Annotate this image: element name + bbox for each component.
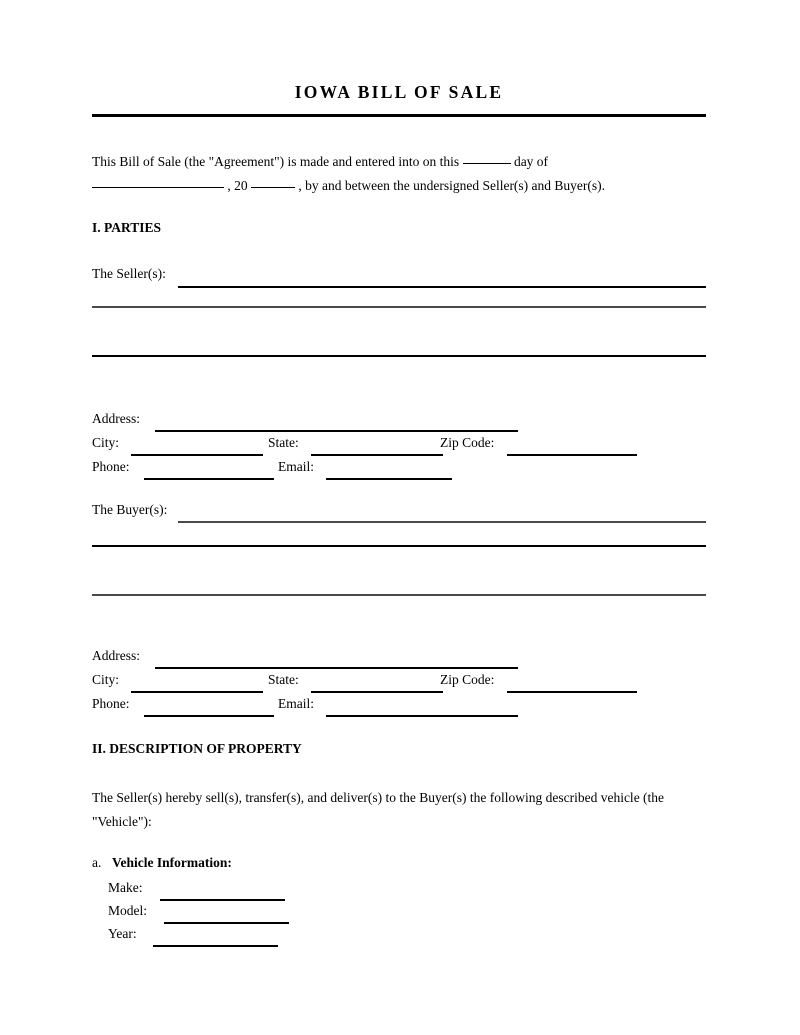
seller-email-line[interactable] xyxy=(326,478,452,480)
buyer-label: The Buyer(s): xyxy=(92,502,168,517)
buyer-zip-line[interactable] xyxy=(507,691,637,693)
intro-month-blank[interactable] xyxy=(92,187,224,188)
vehicle-item-marker: a. xyxy=(92,855,102,870)
seller-city-line[interactable] xyxy=(131,454,263,456)
section-heading-parties: I. PARTIES xyxy=(92,220,162,235)
seller-name-line-1[interactable] xyxy=(178,286,706,288)
seller-phone-line[interactable] xyxy=(144,478,274,480)
vehicle-make-line[interactable] xyxy=(160,899,285,901)
vehicle-make-label: Make: xyxy=(108,880,143,895)
vehicle-model-line[interactable] xyxy=(164,922,289,924)
seller-label: The Seller(s): xyxy=(92,266,166,281)
intro-line-1 xyxy=(92,150,548,174)
section-heading-description: II. DESCRIPTION OF PROPERTY xyxy=(92,741,302,756)
buyer-email-label: Email: xyxy=(278,696,314,711)
buyer-phone-line[interactable] xyxy=(144,715,274,717)
buyer-address-label: Address: xyxy=(92,648,140,663)
seller-zip-label: Zip Code: xyxy=(440,435,495,450)
seller-state-label: State: xyxy=(268,435,299,450)
seller-name-line-3[interactable] xyxy=(92,355,706,357)
buyer-state-label: State: xyxy=(268,672,299,687)
seller-phone-label: Phone: xyxy=(92,459,130,474)
intro-text-3: , 20 xyxy=(227,178,248,193)
vehicle-information-label: Vehicle Information: xyxy=(112,855,232,870)
intro-text-1: This Bill of Sale (the "Agreement") is made and entered into on this xyxy=(92,154,460,169)
intro-line-2 xyxy=(92,174,605,198)
document-body xyxy=(92,0,706,1035)
buyer-city-label: City: xyxy=(92,672,120,687)
buyer-name-line-3[interactable] xyxy=(92,594,706,596)
seller-email-label: Email: xyxy=(278,459,314,474)
buyer-city-line[interactable] xyxy=(131,691,263,693)
buyer-zip-label: Zip Code: xyxy=(440,672,495,687)
seller-state-line[interactable] xyxy=(311,454,443,456)
buyer-name-line-1[interactable] xyxy=(178,521,706,523)
buyer-name-line-2[interactable] xyxy=(92,545,706,547)
page-title: IOWA BILL OF SALE xyxy=(294,82,504,102)
intro-text-4: , by and between the undersigned Seller(s) and Buyer(s). xyxy=(298,178,606,193)
description-body: The Seller(s) hereby sell(s), transfer(s), and deliver(s) to the Buyer(s) the following described vehicle (the "Vehicle"): xyxy=(92,790,665,829)
seller-city-label: City: xyxy=(92,435,120,450)
seller-address-line[interactable] xyxy=(155,430,518,432)
intro-text-2: day of xyxy=(513,154,549,169)
buyer-email-line[interactable] xyxy=(326,715,518,717)
intro-day-blank[interactable] xyxy=(463,163,511,164)
buyer-address-line[interactable] xyxy=(155,667,518,669)
seller-zip-line[interactable] xyxy=(507,454,637,456)
vehicle-year-line[interactable] xyxy=(153,945,278,947)
vehicle-model-label: Model: xyxy=(108,903,147,918)
title-divider xyxy=(92,114,706,117)
buyer-state-line[interactable] xyxy=(311,691,443,693)
intro-year-blank[interactable] xyxy=(251,187,295,188)
vehicle-year-label: Year: xyxy=(108,926,137,941)
seller-address-label: Address: xyxy=(92,411,140,426)
seller-name-line-2[interactable] xyxy=(92,306,706,308)
buyer-phone-label: Phone: xyxy=(92,696,130,711)
